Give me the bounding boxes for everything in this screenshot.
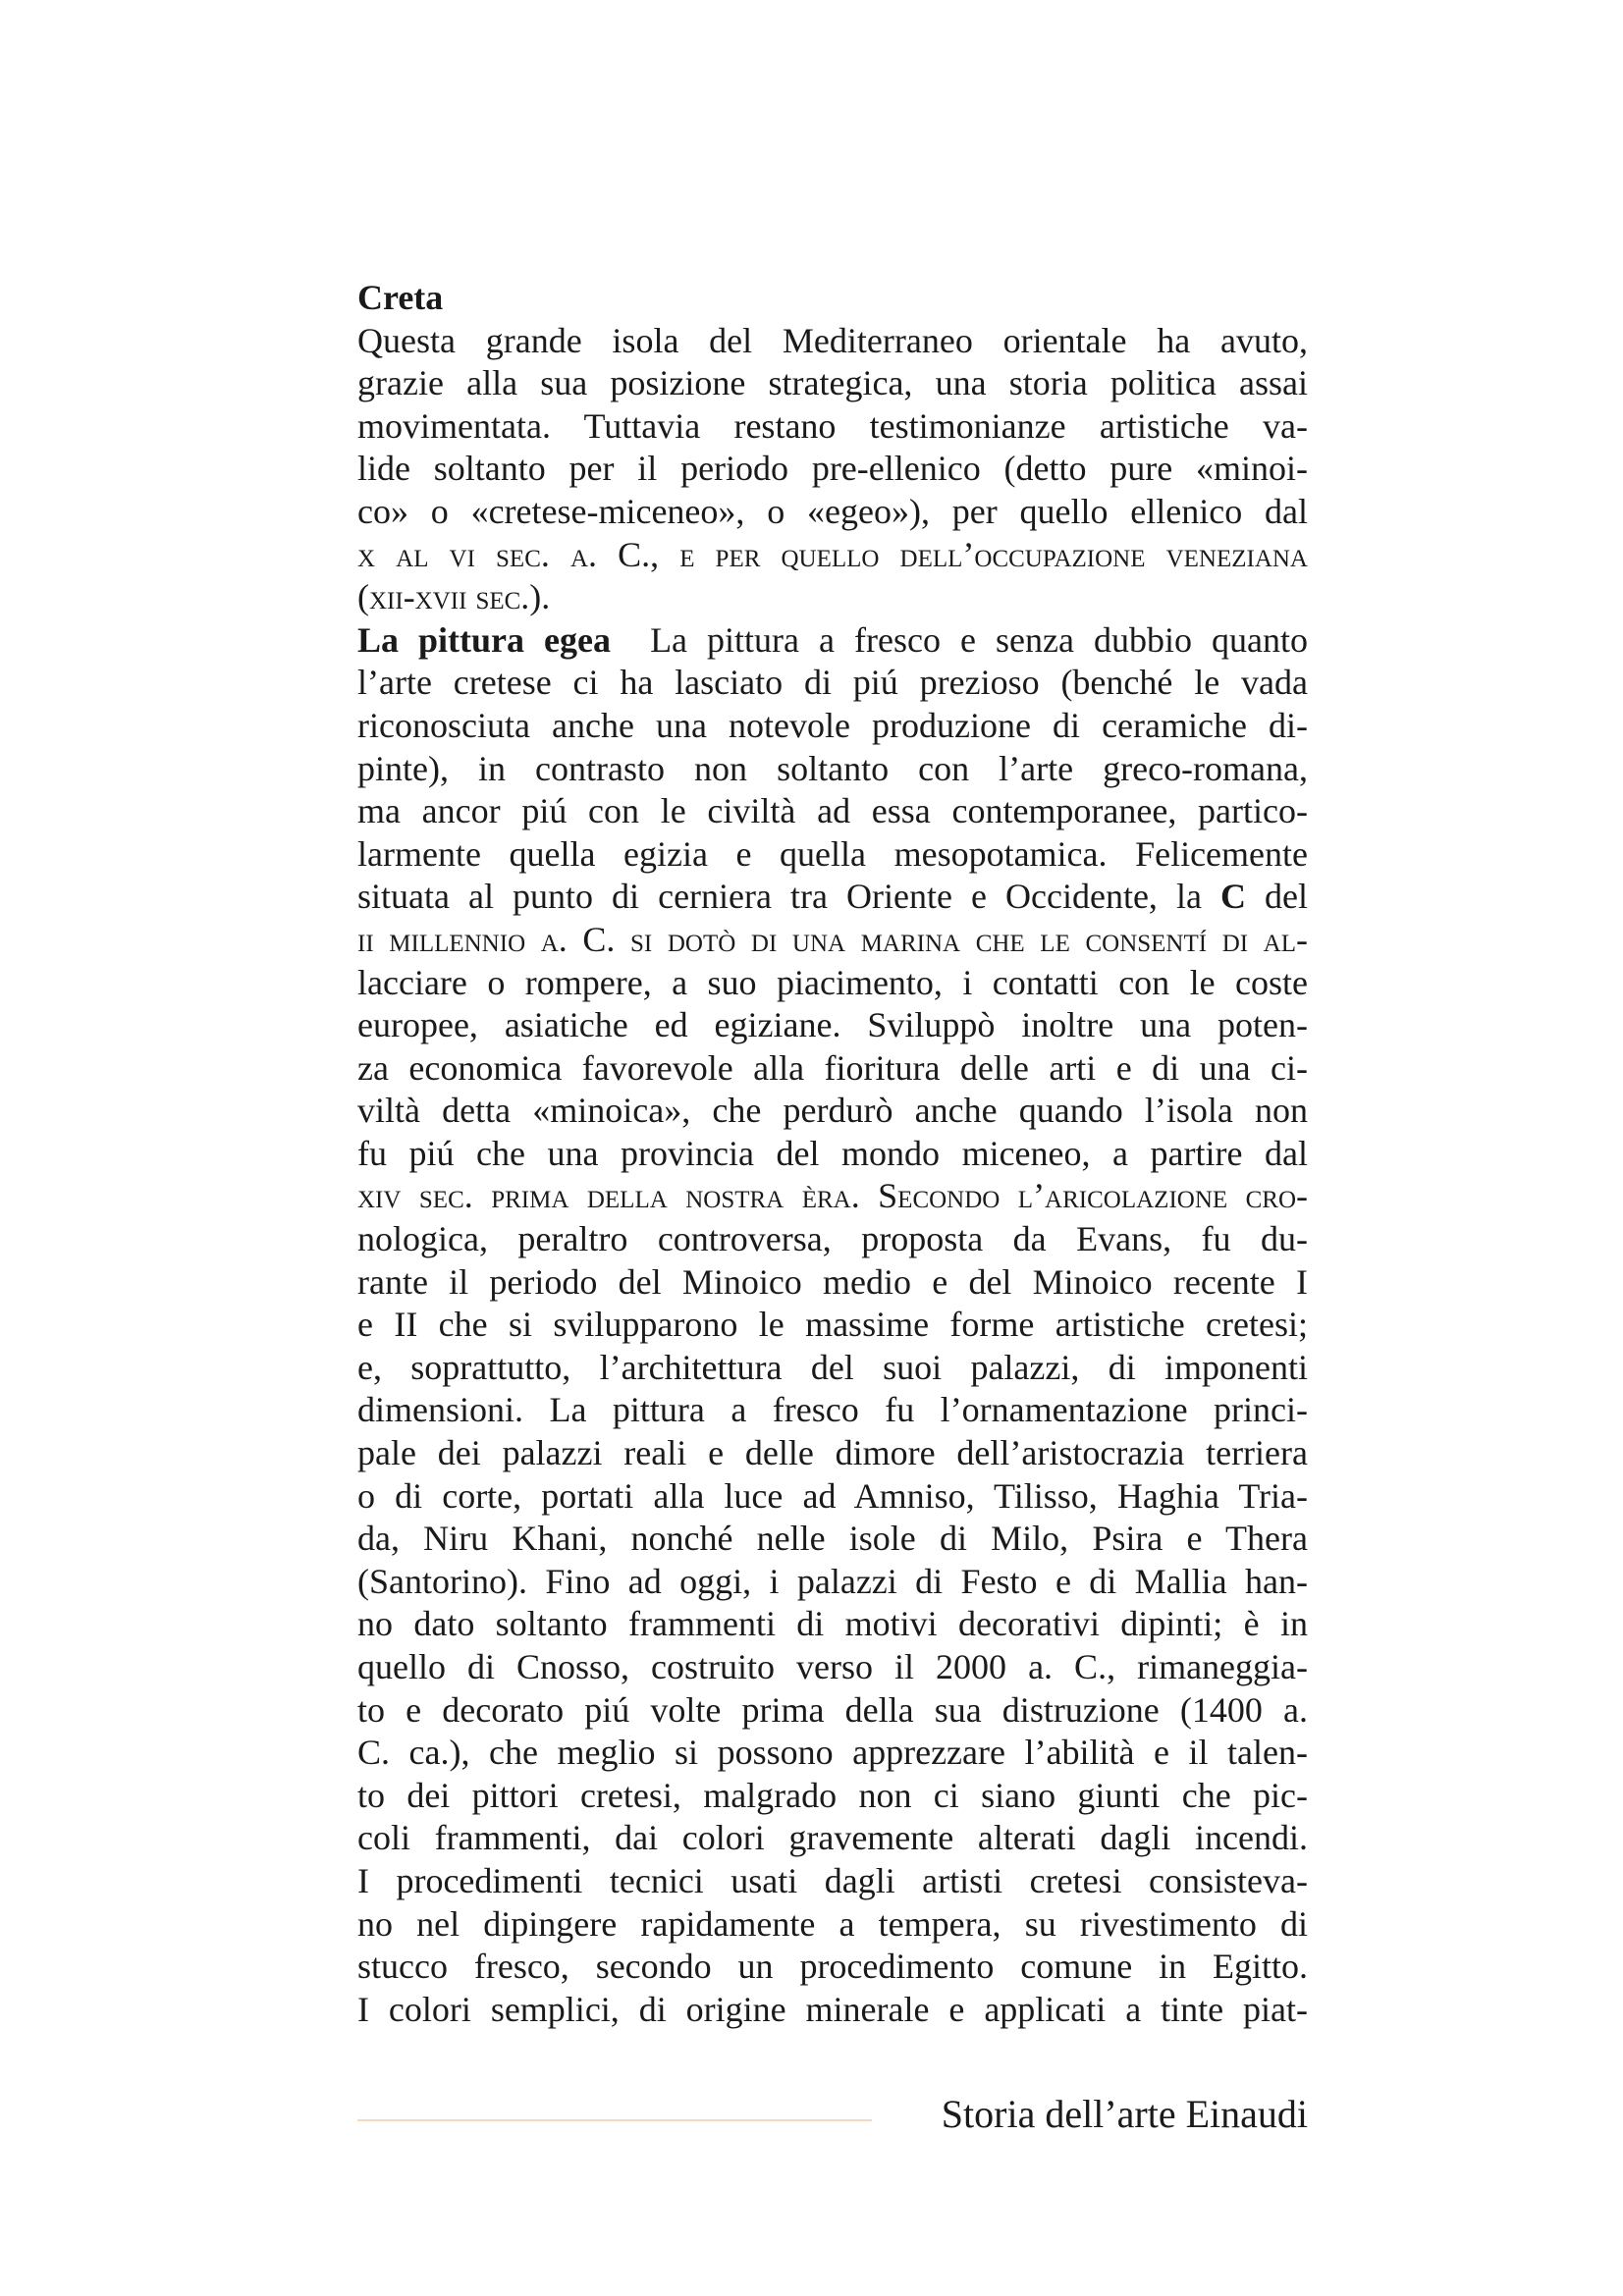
article-body [357, 277, 1308, 2031]
section-first-line [357, 619, 1308, 663]
footer-title: Storia dell’arte Einaudi [941, 2092, 1308, 2136]
text-line: fu piú che una provincia del mondo miceneo, a partire dal [357, 1133, 1308, 1173]
text-line: co» o «cretese-miceneo», o «egeo»), per quello ellenico dal [357, 491, 1308, 531]
paragraph-pittura-egea [357, 619, 1308, 2032]
text-line: x al vi sec. a. C., e per quello dell’occupazione veneziana [357, 534, 1308, 574]
text-line: I colori semplici, di origine minerale e applicati a tinte piat- [357, 1989, 1308, 2029]
bold-letter: C [1219, 877, 1246, 917]
text-line: to dei pittori cretesi, malgrado non ci siano giunti che pic- [357, 1775, 1308, 1815]
section-title: La pittura egea [357, 619, 612, 660]
text-line: pinte), in contrasto non soltanto con l’arte greco-romana, [357, 748, 1308, 788]
text-line: e II che si svilupparono le massime forme artistiche cretesi; [357, 1305, 1308, 1345]
text-line: movimentata. Tuttavia restano testimonianze artistiche va- [357, 405, 1308, 446]
text-line: viltà detta «minoica», che perdurò anche quando l’isola non [357, 1091, 1308, 1131]
text-line: Questa grande isola del Mediterraneo orientale ha avuto, [357, 320, 1308, 360]
text-line: pale dei palazzi reali e delle dimore dell’aristocrazia terriera [357, 1433, 1308, 1473]
text-line: larmente quella egizia e quella mesopotamica. Felicemente [357, 833, 1308, 874]
text-line: (xii-xvii sec.). [357, 577, 551, 617]
text-line: rante il periodo del Minoico medio e del Minoico recente I [357, 1261, 1308, 1302]
text-line: lide soltanto per il periodo pre-ellenico (detto pure «minoi- [357, 449, 1308, 489]
footer-rule [357, 2119, 872, 2121]
text-line: o di corte, portati alla luce ad Amniso, Tilisso, Haghia Tria- [357, 1475, 1308, 1516]
text-line: ma ancor piú con le civiltà ad essa contemporanee, partico- [357, 791, 1308, 831]
text-line: riconosciuta anche una notevole produzione di ceramiche di- [357, 705, 1308, 745]
text-line: no nel dipingere rapidamente a tempera, su rivestimento di [357, 1903, 1308, 1944]
text-line: europee, asiatiche ed egiziane. Sviluppò inoltre una poten- [357, 1005, 1308, 1045]
text-line: no dato soltanto frammenti di motivi decorativi dipinti; è in [357, 1604, 1308, 1644]
text-line: grazie alla sua posizione strategica, una storia politica assai [357, 363, 1308, 403]
text-line: nologica, peraltro controversa, proposta da Evans, fu du- [357, 1219, 1308, 1259]
text-line: xiv sec. prima della nostra èra. Secondo l’aricolazione cro- [357, 1176, 1308, 1216]
text-fragment: del [1245, 877, 1308, 917]
text-line: quello di Cnosso, costruito verso il 2000 a. C., rimaneggia- [357, 1647, 1308, 1686]
text-line: coli frammenti, dai colori gravemente alterati dagli incendi. [357, 1818, 1308, 1858]
text-line: e, soprattutto, l’architettura del suoi palazzi, di imponenti [357, 1347, 1308, 1387]
text-line: C. ca.), che meglio si possono apprezzare l’abilità e il talen- [357, 1733, 1308, 1773]
text-line: da, Niru Khani, nonché nelle isole di Milo, Psira e Thera [357, 1519, 1308, 1559]
text-line: I procedimenti tecnici usati dagli artisti cretesi consisteva- [357, 1860, 1308, 1900]
text-line: l’arte cretese ci ha lasciato di piú prezioso (benché le vada [357, 663, 1308, 703]
paragraph-intro [357, 320, 1308, 619]
page-footer [357, 2091, 1308, 2150]
text-line: (Santorino). Fino ad oggi, i palazzi di Festo e di Mallia han- [357, 1561, 1308, 1601]
text-fragment: situata al punto di cerniera tra Oriente e Occidente, la [357, 877, 1220, 917]
text-line: ii millennio a. C. si dotò di una marina che le consentí di al- [357, 919, 1308, 959]
text-line: dimensioni. La pittura a fresco fu l’ornamentazione princi- [357, 1390, 1308, 1430]
text-line-with-bold [357, 876, 1308, 919]
text-line: stucco fresco, secondo un procedimento comune in Egitto. [357, 1947, 1308, 1987]
text-line: za economica favorevole alla fioritura delle arti e di una ci- [357, 1047, 1308, 1088]
text-line: to e decorato piú volte prima della sua distruzione (1400 a. [357, 1689, 1308, 1730]
article-heading: Creta [357, 278, 444, 317]
section-first-line-text: La pittura a fresco e senza dubbio quanto [650, 619, 1308, 660]
text-line: lacciare o rompere, a suo piacimento, i contatti con le coste [357, 962, 1308, 1002]
